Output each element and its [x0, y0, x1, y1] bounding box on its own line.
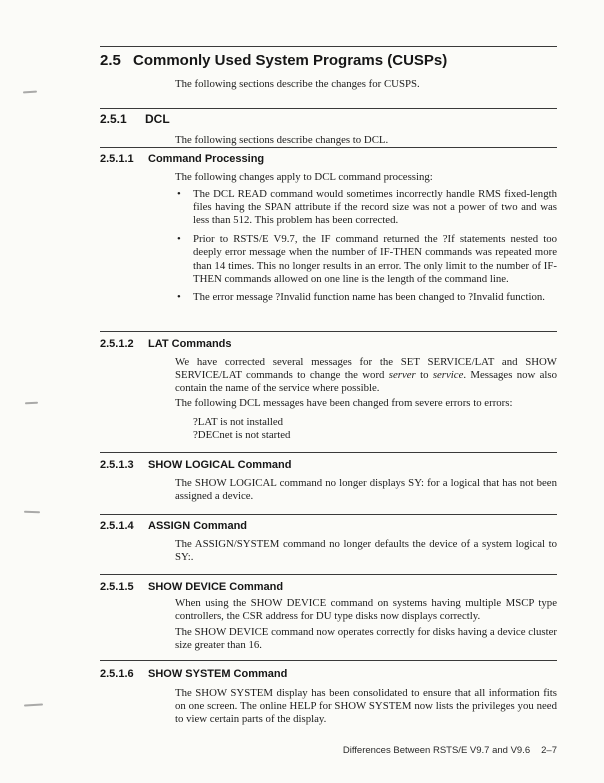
section-title: Commonly Used System Programs (CUSPs) [133, 52, 448, 69]
paragraph-text: . Messages now also contain the name of the service where possible. [175, 369, 558, 395]
section-number: 2.5.1.4 [100, 520, 134, 532]
paragraph-show-device-1: When using the SHOW DEVICE command on systems having multiple MSCP type controllers, the CSR address for DU type disks now displays correctly. [175, 597, 557, 623]
section-number: 2.5 [100, 52, 121, 69]
section-number: 2.5.1.1 [100, 153, 134, 165]
horizontal-rule [100, 452, 557, 453]
section-number: 2.5.1.5 [100, 581, 134, 593]
message-line: ?DECnet is not started [193, 429, 291, 442]
section-heading-2-5-1-6 [100, 668, 557, 681]
section-title: LAT Commands [148, 338, 232, 350]
paragraph-lat-2: The following DCL messages have been changed from severe errors to errors: [175, 397, 513, 409]
list-item-text: The DCL READ command would sometimes incorrectly handle RMS fixed-length files having the SPAN attribute if the record size was not a power of two and was less than 512. This problem has been corrected. [193, 188, 557, 227]
message-list [193, 416, 553, 442]
paragraph-cusps: The following sections describe the changes for CUSPS. [175, 78, 420, 90]
paragraph-show-system: The SHOW SYSTEM display has been consolidated to ensure that all information fits on one screen. The online HELP for SHOW SYSTEM now lists the privileges you need to view certain parts of the display. [175, 687, 557, 726]
horizontal-rule [100, 108, 557, 109]
list-item-text: The error message ?Invalid function name has been changed to ?Invalid function. [193, 291, 545, 304]
bullet-icon: • [177, 188, 181, 200]
margin-scan-mark [25, 402, 38, 405]
list-item-text: Prior to RSTS/E V9.7, the IF command returned the ?If statements nested too deeply error message when the number of IF-THEN commands was repeated more than 14 times. This no longer results in an error. The only limit to the number of IF-THEN commands allowed on one line is the length of the command line. [193, 233, 557, 285]
bullet-icon: • [177, 291, 181, 304]
list-item [175, 233, 557, 286]
section-title: DCL [145, 112, 170, 126]
horizontal-rule [100, 46, 557, 47]
paragraph-show-logical: The SHOW LOGICAL command no longer displays SY: for a logical that has not been assigned a device. [175, 477, 557, 503]
paragraph-assign: The ASSIGN/SYSTEM command no longer defaults the device of a system logical to SY:. [175, 538, 557, 564]
italic-term: server [388, 369, 416, 382]
horizontal-rule [100, 147, 557, 148]
paragraph-dcl: The following sections describe changes to DCL. [175, 134, 389, 146]
section-heading-2-5-1 [100, 112, 557, 126]
section-title: Command Processing [148, 153, 265, 165]
list-item [175, 188, 557, 228]
section-number: 2.5.1.3 [100, 459, 134, 471]
bullet-icon: • [177, 233, 181, 246]
section-number: 2.5.1.6 [100, 668, 134, 680]
section-title: SHOW SYSTEM Command [148, 668, 288, 680]
section-title: ASSIGN Command [148, 520, 248, 532]
paragraph-text: We have corrected several messages for the SET SERVICE/LAT and SHOW SERVICE/LAT commands to change the word [175, 356, 557, 382]
section-heading-2-5-1-3 [100, 459, 557, 472]
section-heading-2-5-1-1 [100, 153, 557, 166]
section-heading-2-5-1-2 [100, 338, 557, 351]
section-number: 2.5.1 [100, 112, 127, 126]
horizontal-rule [100, 660, 557, 661]
margin-scan-mark [23, 91, 37, 94]
paragraph-command-processing-intro: The following changes apply to DCL command processing: [175, 171, 433, 183]
horizontal-rule [100, 574, 557, 575]
section-heading-2-5 [100, 51, 557, 70]
paragraph-show-device-2: The SHOW DEVICE command now operates correctly for disks having a device cluster size greater than 16. [175, 626, 557, 652]
page-number: 2–7 [541, 745, 557, 756]
paragraph-text: to [415, 369, 433, 382]
italic-term: service [432, 369, 464, 382]
list-item [175, 291, 557, 304]
section-number: 2.5.1.2 [100, 338, 134, 350]
margin-scan-mark [24, 511, 40, 514]
horizontal-rule [100, 331, 557, 332]
bullet-list [175, 188, 557, 310]
footer-text: Differences Between RSTS/E V9.7 and V9.6 [342, 745, 531, 756]
page-footer [343, 745, 557, 756]
section-title: SHOW DEVICE Command [148, 581, 284, 593]
section-heading-2-5-1-5 [100, 581, 557, 594]
section-heading-2-5-1-4 [100, 520, 557, 533]
paragraph-lat-1 [175, 356, 557, 396]
horizontal-rule [100, 514, 557, 515]
section-title: SHOW LOGICAL Command [148, 459, 292, 471]
margin-scan-mark [24, 704, 43, 707]
message-line: ?LAT is not installed [193, 416, 284, 428]
